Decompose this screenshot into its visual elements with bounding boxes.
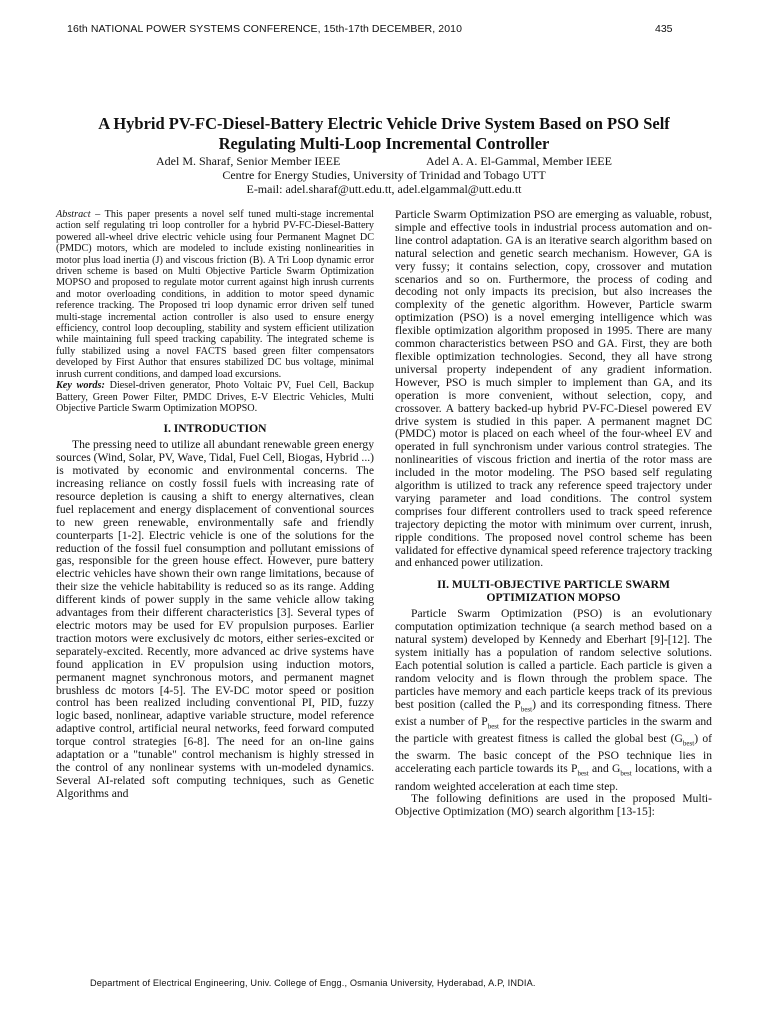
abstract-label: Abstract (56, 209, 91, 220)
pso-text-d: ) of the swarm. The basic concept of the PSO technique lies in accelerating each particle towards its P (395, 732, 712, 776)
introduction-text: The pressing need to utilize all abundant renewable green energy sources (Wind, Solar, PV, Wave, Tidal, Fuel Cell, Biogas, Hybrid ...) is motivated by economic and environmental concerns. The increasing reliance on costly fossil fuels with increasing rate of resource depletion is causing a shift to energy alternatives, clean fuel replacement and energy displacement of conventional sources to new green renewable, environmentally safe and friendly counterparts [1-2]. Electric vehicle is one of the solutions for the reduction of the fossil fuel consumption and pollutant emissions of gas, responsible for the green house effect. However, pure battery electric vehicles have shown their own range limitations, because of their size the vehicle habitability is reduced so as its range. Adding different kinds of power supply in the same vehicle allow taking advantages from their different characteristics [3]. Several types of electric motors may be used for EV propulsion purposes. Earlier traction motors were exclusively dc motors, either series-excited or separately-excited. Recently, more advanced ac drive systems have found application in EV propulsion using induction motors, permanent magnet synchronous motors, and permanent magnet brushless dc motors [4-5]. The EV-DC motor speed or position control has been realized including conventional PI, PID, fuzzy logic based, nonlinear, adaptive variable structure, model reference adaptive control, artificial neural networks, feed forward computed torque control strategies [6-8]. The need for an on-line gains adaptation or a "tunable" control mechanism is highly stressed in the control of any nonlinear systems with un-modeled dynamics. Several AI-related soft computing techniques, such as Genetic Algorithms and (56, 438, 374, 800)
definitions-paragraph: The following definitions are used in the proposed Multi-Objective Optimization (MO) search algorithm [13-15]: (395, 792, 712, 819)
keywords-label: Key words: (56, 380, 105, 392)
subscript-best: best (520, 705, 533, 714)
affiliation: Centre for Energy Studies, University of Trinidad and Tobago UTT (222, 168, 546, 182)
email: E-mail: adel.sharaf@utt.edu.tt, adel.elgammal@utt.edu.tt (246, 182, 522, 196)
paper-title (40, 114, 728, 154)
conference-header: 16th NATIONAL POWER SYSTEMS CONFERENCE, 15th-17th DECEMBER, 2010 (67, 23, 463, 35)
subscript-best: best (487, 722, 499, 731)
section-heading-introduction: I. INTRODUCTION (163, 422, 267, 436)
title-line-1: A Hybrid PV-FC-Diesel-Battery Electric Vehicle Drive System Based on PSO Self (98, 114, 670, 133)
author-2: Adel A. A. El-Gammal, Member IEEE (426, 154, 612, 168)
pso-text-c: for the respective particles in the swarm and the particle with greatest fitness is called the global best (G (395, 714, 712, 746)
keywords-text: Diesel-driven generator, Photo Voltaic PV, Fuel Cell, Backup Battery, Green Power Filter, PMDC Drives, E-V Electric Vehicles, Multi Objective Particle Swarm Optimization MOPSO. (56, 380, 374, 414)
pso-text-b: ) and its corresponding fitness. There exist a number of P (395, 697, 712, 728)
pso-text-e: and G (588, 762, 621, 776)
subscript-best: best (682, 739, 695, 748)
author-block (40, 154, 728, 196)
title-line-2: Regulating Multi-Loop Incremental Controller (218, 134, 550, 153)
section-heading-mopso (395, 578, 712, 604)
left-column (56, 209, 374, 801)
abstract-text: – This paper presents a novel self tuned multi-stage incremental action self regulating tri loop controller for a hybrid PV-FC-Diesel-Battery powered all-wheel drive electric vehicle using four Permanent Magnet DC (PMDC) motors, which are modeled to include existing nonlinearities in motor plus load inertia (J) and viscous friction (B). A Tri Loop dynamic error driven scheme is based on Multi Objective Particle Swarm Optimization MOPSO and proposed to regulate motor current against high inrush currents and motor overloading conditions, in addition to motor speed dynamic reference tracking. The Proposed tri loop dynamic error driven self tuned multi-stage incremental action controller is also used to ensure energy efficiency, control loop decoupling, stability and system efficient utilization while maintaining full speed tracking capability. The integrated scheme is fully stabilized using a novel FACTS based green filter compensators developed by First Author that ensures stabilized DC bus voltage, minimal inrush current conditions, and damped load excursions. (56, 209, 374, 380)
page-footer: Department of Electrical Engineering, Univ. College of Engg., Osmania University, Hyderabad, A.P, INDIA. (90, 978, 536, 988)
page-number: 435 (655, 23, 673, 35)
abstract (56, 209, 374, 414)
pso-paragraph (395, 608, 712, 793)
introduction-continued: Particle Swarm Optimization PSO are emerging as valuable, robust, simple and effective tools in industrial process automation and on-line control adaptation. GA is an iterative search algorithm based on natural selection and genetic search mechanism. However, GA is very fussy; it contains selection, copy, crossover and mutation scenarios and so on. Furthermore, the process of coding and decoding not only impacts its precision, but also increases the complexity of the genetic algorithm. However, Particle swarm optimization (PSO) is a novel emerging intelligence which was flexible optimization algorithm proposed in 1995. There are many common characteristics between PSO and GA. First, they are both flexible optimization technologies. Second, they all have strong universal property independent of any gradient information. However, PSO is much simpler to implement than GA, and its operation is more convenient, without selection, copy, and crossover. A battery backed-up hybrid PV-FC-Diesel powered EV drive system is studied in this paper. A permanent magnet DC (PMDC) motor is placed on each wheel of the four-wheel EV and operated in full synchronism under various control strategies. The nonlinearities of viscous friction and inertia of the rotor mass are included in the motor modeling. The PSO based self regulating algorithm is utilized to track any reference speed trajectory under varying parameter and load conditions. The control system comprises four different controllers used to track speed reference trajectory depicting the motor with minimum over current, inrush, ripple conditions. The proposed novel control scheme has been validated for effective dynamical speed reference trajectory tracking and enhanced power utilization. (395, 208, 712, 570)
right-column (395, 209, 712, 819)
pso-text-f: locations, with a random weighted acceleration at each time step. (395, 762, 712, 793)
subscript-best: best (620, 769, 632, 778)
author-1: Adel M. Sharaf, Senior Member IEEE (156, 154, 341, 168)
section-heading-mopso-line2: OPTIMIZATION MOPSO (486, 591, 621, 605)
pso-text-a: Particle Swarm Optimization (PSO) is an evolutionary computation optimization technique (a search method based on a natural system) developed by Kennedy and Eberhart [9]-[12]. The system initially has a population of random selective solutions. Each potential solution is called a particle. Each particle is given a random velocity and is flown through the problem space. The particles have memory and each particle keeps track of its previous best position (called the P (395, 607, 712, 711)
subscript-best: best (577, 769, 589, 778)
section-heading-mopso-line1: II. MULTI-OBJECTIVE PARTICLE SWARM (437, 578, 670, 592)
